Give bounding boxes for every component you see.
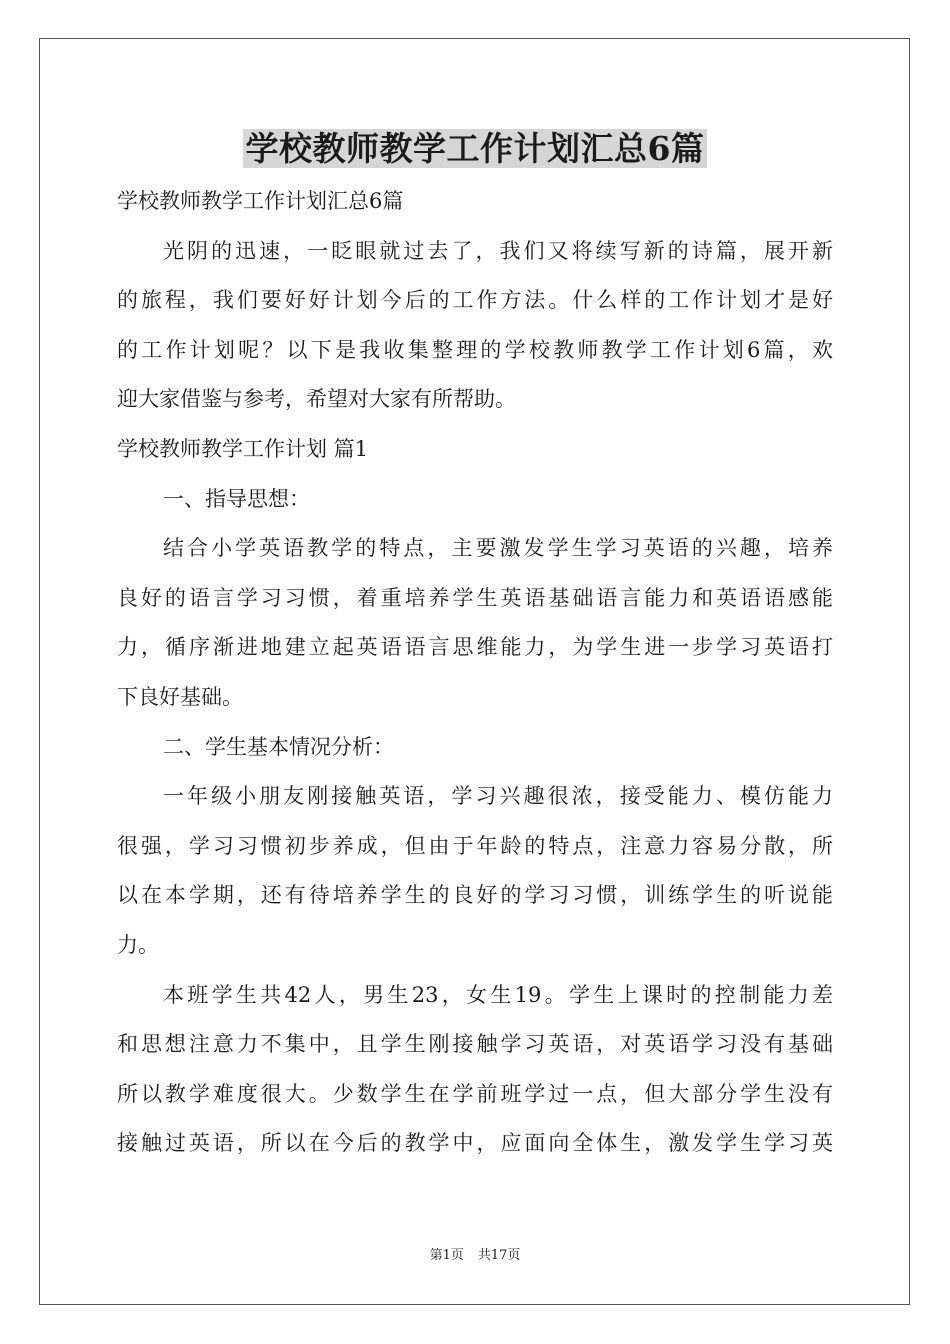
paragraph-line: 接触过英语，所以在今后的教学中，应面向全体生，激发学生学习英 <box>117 1131 833 1156</box>
paragraph-line: 下良好基础。 <box>117 684 243 709</box>
paragraph-line: 所以教学难度很大。少数学生在学前班学过一点，但大部分学生没有 <box>117 1081 833 1106</box>
paragraph-line: 很强，学习习惯初步养成，但由于年龄的特点，注意力容易分散，所 <box>117 833 833 858</box>
heading-student-analysis: 二、学生基本情况分析： <box>163 734 394 759</box>
document-title <box>0 124 950 174</box>
paragraph-line: 良好的语言学习习惯，着重培养学生英语基础语言能力和英语语感能 <box>117 585 833 610</box>
page-number-current: 第1页 <box>429 1248 464 1263</box>
paragraph-line: 结合小学英语教学的特点，主要激发学生学习英语的兴趣，培养 <box>163 536 833 561</box>
heading-guiding-thought: 一、指导思想： <box>163 486 310 511</box>
paragraph-line: 力，循序渐进地建立起英语语言思维能力，为学生进一步学习英语打 <box>117 635 833 660</box>
document-body <box>117 177 833 1169</box>
subtitle-line: 学校教师教学工作计划汇总6篇 <box>117 189 404 213</box>
paragraph-line: 和思想注意力不集中，且学生刚接触学习英语，对英语学习没有基础 <box>117 1032 833 1057</box>
intro-line: 的旅程，我们要好好计划今后的工作方法。什么样的工作计划才是好 <box>117 288 833 313</box>
intro-line: 光阴的迅速，一眨眼就过去了，我们又将续写新的诗篇，展开新 <box>163 238 833 263</box>
paragraph-line: 以在本学期，还有待培养学生的良好的学习习惯，训练学生的听说能 <box>117 883 833 908</box>
paragraph-line: 本班学生共42人，男生23，女生19。学生上课时的控制能力差 <box>163 982 833 1007</box>
page-number-total: 共17页 <box>477 1248 521 1263</box>
intro-line: 的工作计划呢？以下是我收集整理的学校教师教学工作计划6篇，欢 <box>117 337 833 362</box>
document-title-text: 学校教师教学工作计划汇总6篇 <box>243 129 708 168</box>
paragraph-line: 力。 <box>117 932 159 957</box>
section-heading: 学校教师教学工作计划 篇1 <box>117 436 369 461</box>
page-footer <box>0 1247 950 1265</box>
intro-line: 迎大家借鉴与参考，希望对大家有所帮助。 <box>117 387 516 412</box>
paragraph-line: 一年级小朋友刚接触英语，学习兴趣很浓，接受能力、模仿能力 <box>163 784 833 809</box>
